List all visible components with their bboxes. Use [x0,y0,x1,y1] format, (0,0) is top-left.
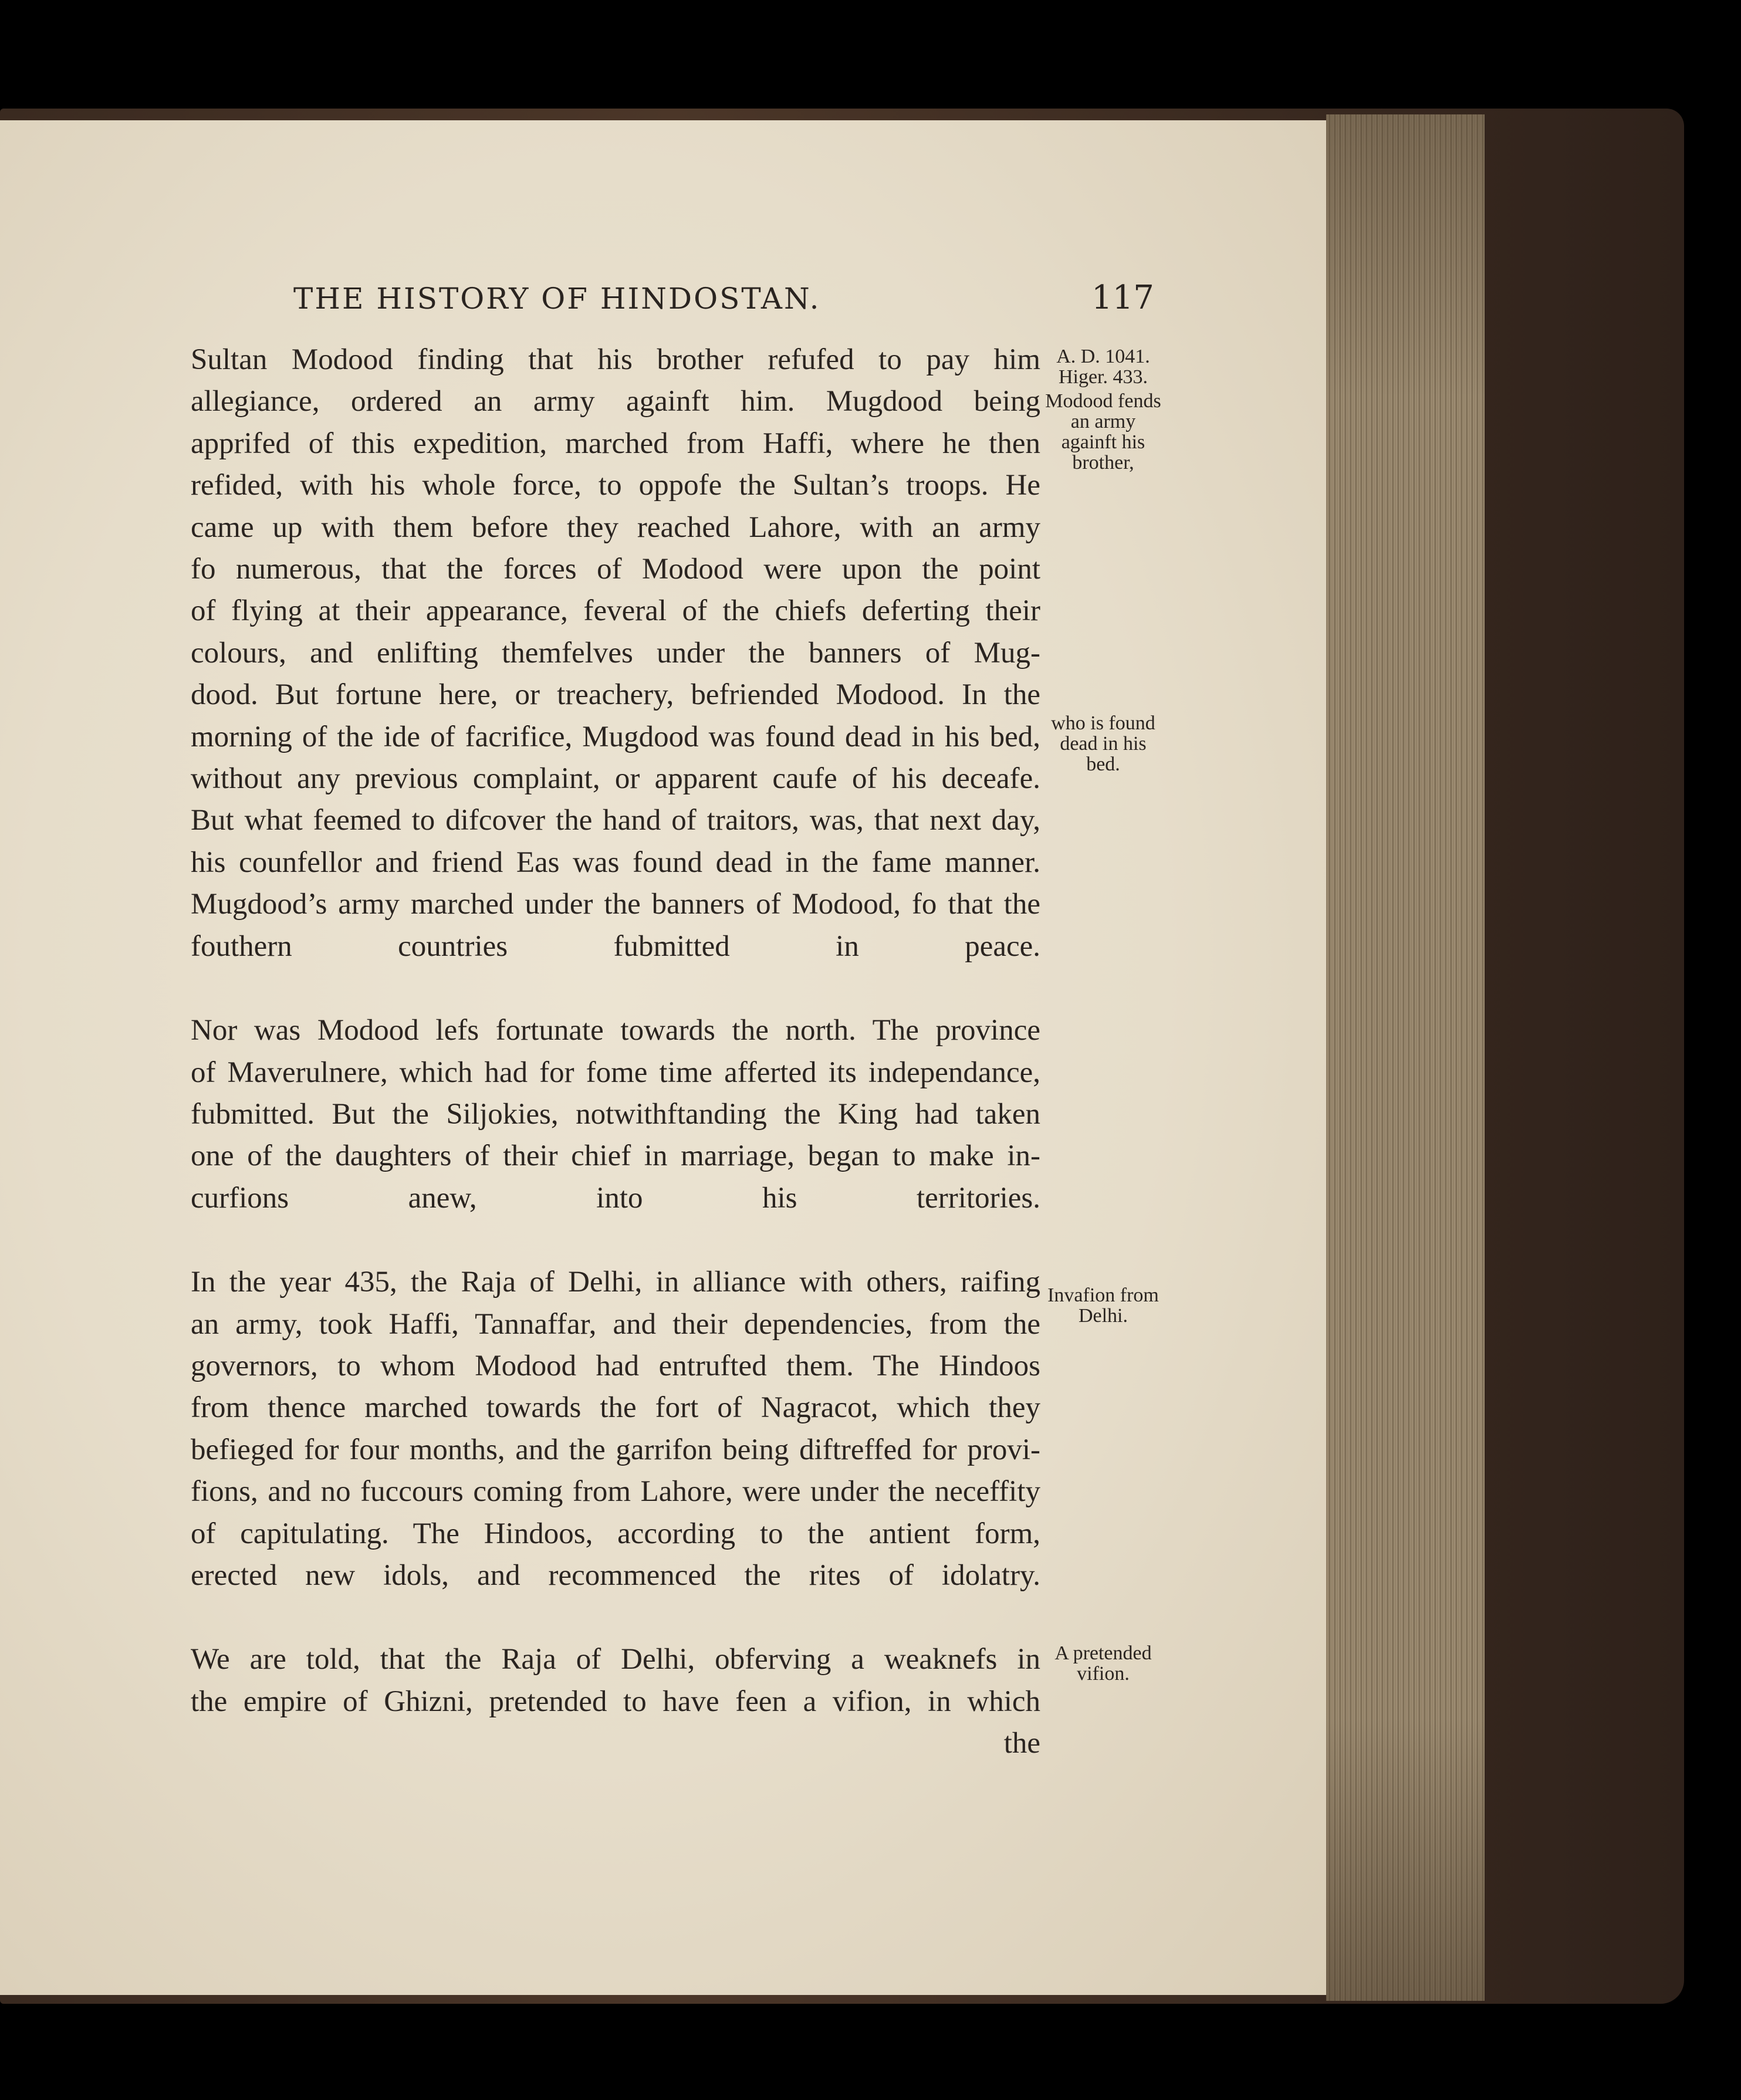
text-line: of Maverulnere, which had for fome time afferted its independance, [191,1056,1040,1089]
text-line: governors, to whom Modood had entrufted them. The Hindoos [191,1349,1040,1382]
text-line: allegiance, ordered an army againft him. Mugdood being [191,385,1040,418]
margin-note-line: an army [1070,411,1136,432]
margin-note-found-dead [1042,713,1165,775]
text-line: an army, took Haffi, Tannaffar, and their dependencies, from the [191,1307,1040,1341]
text-line: Mugdood’s army marched under the banners of Modood, fo that the [191,888,1040,921]
catchword: the [1003,1727,1040,1760]
page-number: 117 [1091,279,1154,317]
margin-note-line: who is found [1051,712,1155,734]
margin-note-line: brother, [1072,452,1134,474]
margin-note-line: Higer. 433. [1058,366,1148,388]
text-line: colours, and enlifting themfelves under the banners of Mug- [191,636,1040,669]
margin-note-modood-sends-army [1042,391,1165,473]
margin-note-line: Modood fends [1045,390,1161,412]
text-line: fo numerous, that the forces of Modood were upon the point [191,553,1040,586]
text-line: But what feemed to difcover the hand of traitors, was, that next day, [191,804,1040,837]
paragraph-1 [154,339,1040,968]
margin-note-vision [1042,1643,1165,1684]
body-text [154,339,1040,1765]
text-line: Sultan Modood finding that his brother refufed to pay him [191,343,1040,376]
text-line: In the year 435, the Raja of Delhi, in alliance with others, raifing [191,1266,1040,1299]
text-line: from thence marched towards the fort of Nagracot, which they [191,1391,1040,1425]
margin-note-line: Delhi. [1078,1305,1128,1327]
text-line: apprifed of this expedition, marched from Haffi, where he then [191,427,1040,460]
paragraph-4 [154,1639,1040,1723]
text-line: fubmitted. But the Siljokies, notwithftanding the King had taken [191,1097,1040,1131]
margin-note-line: dead in his [1060,733,1147,755]
text-line: refided, with his whole force, to oppofe the Sultan’s troops. He [191,469,1040,502]
margin-note-line: Invafion from [1047,1284,1159,1306]
running-head: THE HISTORY OF HINDOSTAN. [293,282,821,316]
text-line: Nor was Modood lefs fortunate towards the north. The province [191,1014,1040,1047]
text-line: befieged for four months, and the garrifon being diftreffed for provi- [191,1433,1040,1466]
page-edges-shade [1326,114,1485,2001]
margin-note-invasion [1042,1285,1165,1326]
text-line: came up with them before they reached Lahore, with an army [191,510,1040,544]
text-line: We are told, that the Raja of Delhi, obferving a weaknefs in [191,1643,1040,1676]
paragraph-3 [154,1262,1040,1597]
text-line: without any previous complaint, or apparent caufe of his deceafe. [191,762,1040,796]
text-line: fions, and no fuccours coming from Lahore, were under the neceffity [191,1475,1040,1509]
text-line: curfions anew, into his territories. [191,1181,1040,1215]
text-line: of flying at their appearance, feveral of the chiefs deferting their [191,594,1040,628]
paragraph-2 [154,1010,1040,1219]
margin-note-date [1042,346,1165,387]
margin-note-line: A pretended [1054,1642,1152,1664]
text-line: erected new idols, and recommenced the rites of idolatry. [191,1558,1040,1592]
text-line: fouthern countries fubmitted in peace. [191,929,1040,963]
text-line: morning of the ide of facrifice, Mugdood was found dead in his bed, [191,720,1040,753]
text-line: the empire of Ghizni, pretended to have feen a vifion, in which [191,1685,1040,1718]
text-line: dood. But fortune here, or treachery, befriended Modood. In the [191,678,1040,712]
text-line: of capitulating. The Hindoos, according to the antient form, [191,1517,1040,1550]
text-line: one of the daughters of their chief in marriage, began to make in- [191,1139,1040,1173]
text-line: his counfellor and friend Eas was found dead in the fame manner. [191,846,1040,879]
margin-note-line: againft his [1061,431,1145,453]
margin-note-line: bed. [1086,753,1120,775]
margin-note-line: A. D. 1041. [1056,346,1150,367]
margin-note-line: vifion. [1077,1663,1130,1685]
